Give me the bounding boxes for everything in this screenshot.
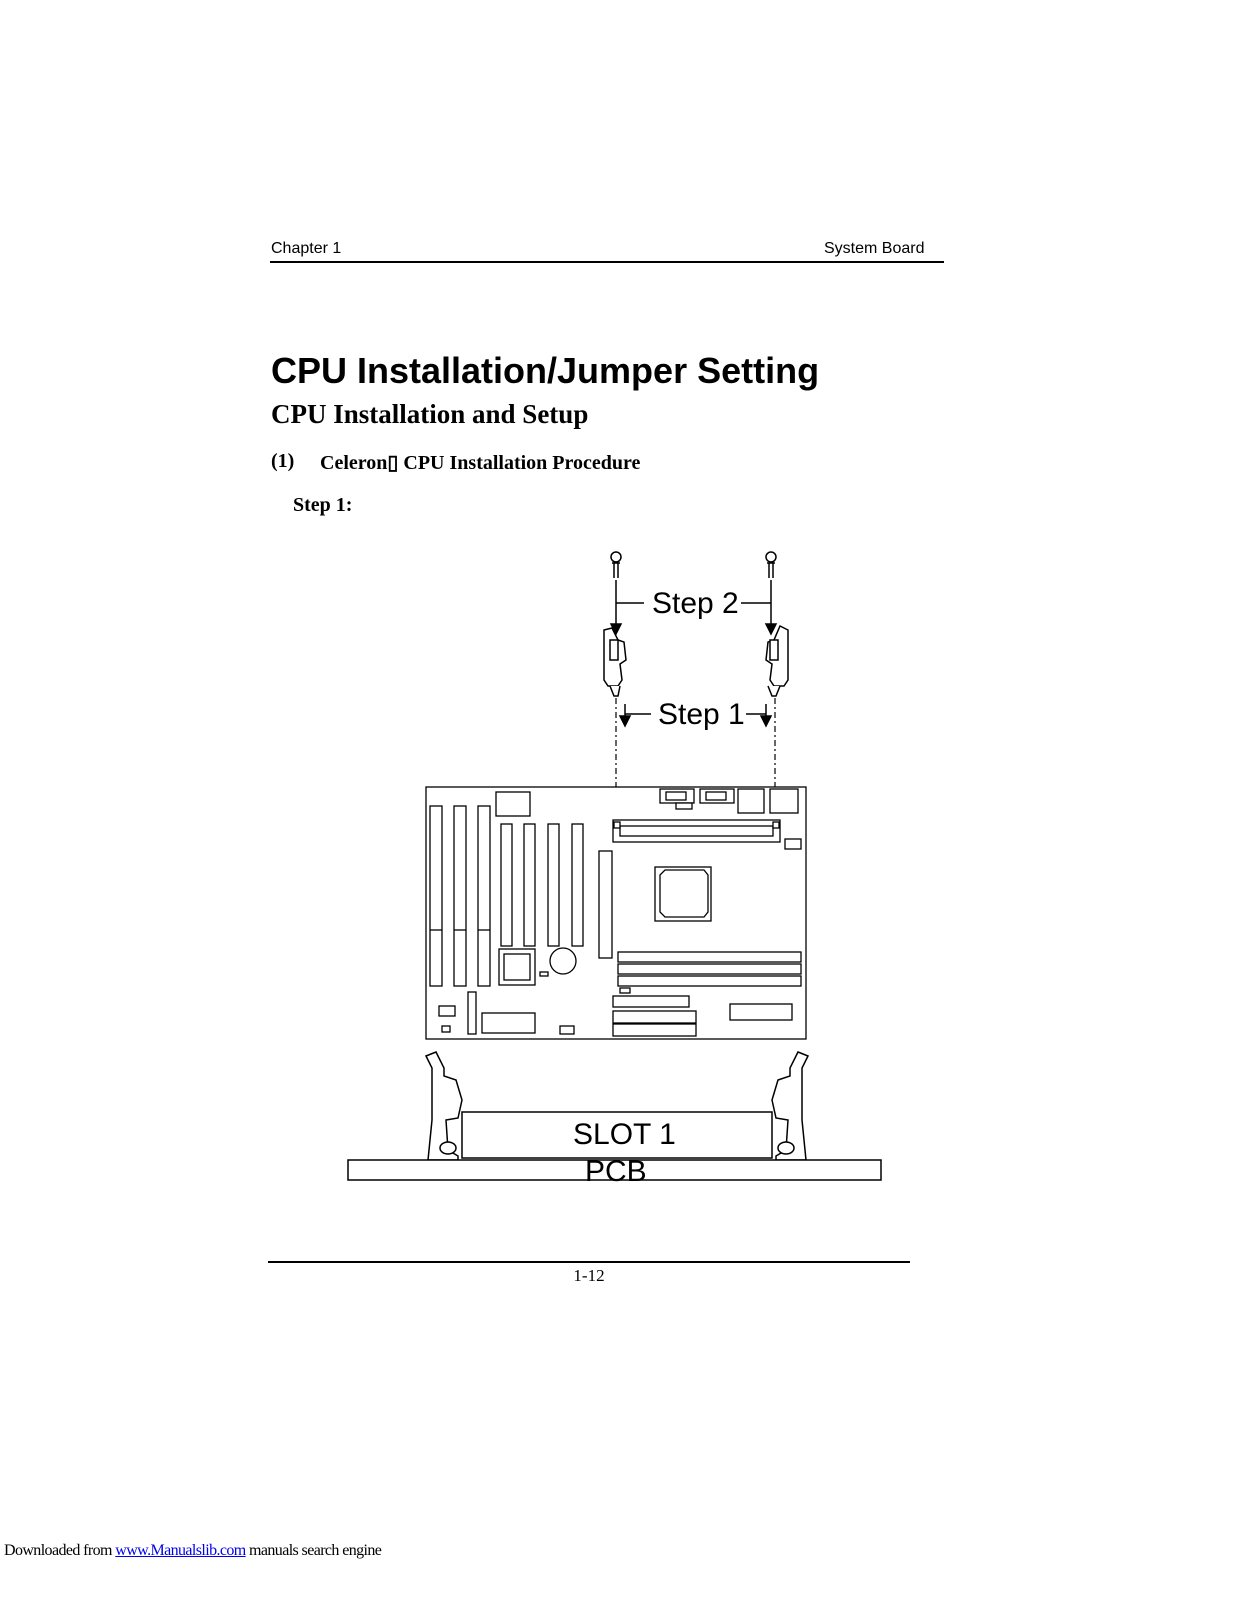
section-heading: CPU Installation and Setup xyxy=(271,399,589,429)
right-retention-bracket-icon xyxy=(766,626,788,696)
step-heading: Step 1: xyxy=(293,494,353,516)
running-header-chapter: Chapter 1 xyxy=(271,240,342,257)
procedure-heading: Celeron▯ CPU Installation Procedure xyxy=(320,452,641,474)
running-header-section: System Board xyxy=(824,240,925,257)
left-retention-bracket-icon xyxy=(604,628,626,696)
right-screw-icon xyxy=(766,552,776,578)
motherboard-diagram xyxy=(426,787,806,1039)
download-footer xyxy=(4,1542,381,1560)
manualslib-link[interactable]: www.Manualslib.com xyxy=(115,1542,246,1559)
left-screw-icon xyxy=(611,552,621,578)
page-number: 1-12 xyxy=(573,1266,605,1285)
slot1-label: SLOT 1 xyxy=(573,1118,676,1151)
footer-prefix: Downloaded from xyxy=(4,1542,116,1559)
step2-label: Step 2 xyxy=(652,587,739,620)
footer-rule xyxy=(268,1261,910,1263)
footer-suffix: manuals search engine xyxy=(245,1542,382,1559)
page-title: CPU Installation/Jumper Setting xyxy=(271,350,820,391)
step1-label: Step 1 xyxy=(658,698,745,731)
pcb-label: PCB xyxy=(585,1155,647,1188)
procedure-number: (1) xyxy=(271,450,295,472)
